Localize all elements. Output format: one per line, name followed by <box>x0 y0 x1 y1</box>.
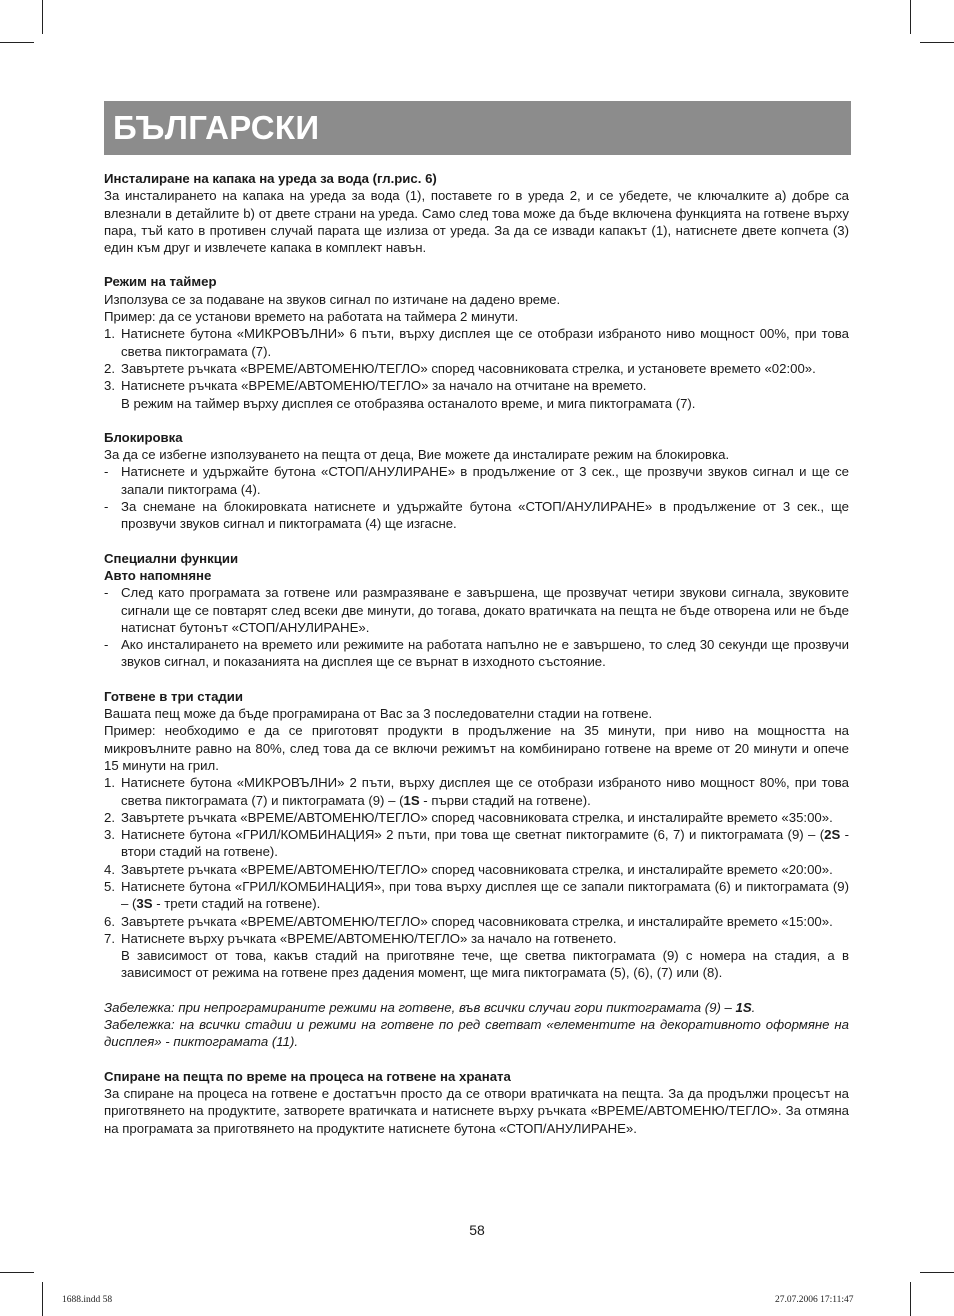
list-text: Завъртете ръчката «ВРЕМЕ/АВТОМЕНЮ/ТЕГЛО» според часовниковата стрелка, и установете времето «02:00». <box>121 360 816 376</box>
section-stop-oven <box>104 1068 849 1137</box>
list-item <box>104 878 849 913</box>
list-text <box>121 878 849 913</box>
list-item <box>104 930 849 947</box>
list-text: Натиснете бутона «МИКРОВЪЛНИ» 6 пъти, върху дисплея ще се отобрази избраното ниво мощност 00%, при това светва пиктограмата (7). <box>121 326 849 359</box>
stage-code: 1S <box>403 792 420 808</box>
list-marker: - <box>104 585 109 601</box>
section-heading: Инсталиране на капака на уреда за вода (гл.рис. 6) <box>104 171 437 186</box>
page-number: 58 <box>469 1222 485 1238</box>
section-timer <box>104 273 849 411</box>
section-lock <box>104 429 849 533</box>
crop-mark <box>0 42 34 43</box>
list-text: Натиснете и удържайте бутона «СТОП/АНУЛИРАНЕ» в продължение от 3 сек., ще прозвучи звуков сигнал и ще се запали пиктограма (4). <box>121 464 849 497</box>
section-water-lid <box>104 170 849 256</box>
list-marker: 7. <box>104 930 115 946</box>
list-item <box>104 826 849 861</box>
footer-timestamp: 27.07.2006 17:11:47 <box>775 1295 854 1305</box>
list-text: Натиснете ръчката «ВРЕМЕ/АВТОМЕНЮ/ТЕГЛО» за начало на отчитане на времето. <box>121 378 647 394</box>
list-marker: 2. <box>104 809 115 825</box>
crop-mark <box>910 1282 911 1316</box>
list-marker: 2. <box>104 360 115 376</box>
list-text <box>121 774 849 809</box>
section-heading: Блокировка <box>104 429 183 445</box>
list-item <box>104 774 849 809</box>
list-item <box>104 636 849 671</box>
paragraph: Пример: да се установи времето на работата на таймера 2 минути. <box>104 309 519 325</box>
crop-mark <box>910 0 911 34</box>
stage-code: 1S <box>735 999 752 1015</box>
list-item <box>104 377 849 394</box>
list-text: Завъртете ръчката «ВРЕМЕ/АВТОМЕНЮ/ТЕГЛО» според часовниковата стрелка, и инсталирайте времето «20:00». <box>121 861 833 877</box>
section-subheading: Авто напомняне <box>104 567 212 583</box>
section-notes <box>104 999 849 1051</box>
list-marker: 4. <box>104 861 115 877</box>
paragraph: Пример: необходимо е да се приготовят продукти в продължение на 35 минути, при ниво на мощността на микровълните равно на 80%, след това да се включи режимът на комбинирано готвене на време от 20 минути и опече 15 минути на грил. <box>104 723 849 773</box>
paragraph: Използува се за подаване на звуков сигнал по изтичане на дадено време. <box>104 291 561 307</box>
text-run: Забележка: при непрограмираните режими на готвене, във всички случаи гори пиктограмата (9) – <box>104 999 736 1015</box>
list-item <box>104 809 849 826</box>
list-text: Ако инсталирането на времето или режимите на работата напълно не е завършено, то след 30 секунди ще прозвучи звуков сигнал, и показанията на дисплея ще се върнат в изходното състояние. <box>121 637 849 670</box>
text-run: - втори стадий на готвене). <box>121 827 849 860</box>
paragraph: За инсталирането на капака на уреда за вода (1), поставете го в уреда 2, и се убедете, че ключалките а) добре са влезнали в детайлите b) от двете страни на уреда. Само след това може да бъде включена функцията на готвене върху пара, тъй като в противен случай парата ще излиза от уреда. За да се извади капакът (1), натиснете двете копчета (3) един към друг и извлечете капака в комплект навън. <box>104 188 849 256</box>
list-marker: - <box>104 637 109 653</box>
text-run: Натиснете бутона «ГРИЛ/КОМБИНАЦИЯ» 2 пъти, при това ще светнат пиктограмите (6, 7) и пиктограмата (9) – ( <box>121 827 825 843</box>
page-content <box>104 170 849 1154</box>
text-run: Натиснете бутона «МИКРОВЪЛНИ» 2 пъти, върху дисплея ще се отобрази избраното ниво мощност 80%, при това светва пиктограмата (7) и пиктограмата (9) – ( <box>121 775 849 808</box>
crop-mark <box>0 1272 34 1273</box>
section-heading: Специални функции <box>104 550 239 566</box>
list-item <box>104 584 849 636</box>
section-three-stage-cooking <box>104 688 849 982</box>
list-item <box>104 498 849 533</box>
text-run: . <box>751 999 756 1015</box>
list-subtext: В режим на таймер върху дисплея се отобразява останалото време, и мига пиктограмата (7). <box>121 395 696 411</box>
list-text: След като програмата за готвене или размразяване е завършена, ще прозвучат четири звукови сигнала, звуковите сигнали ще се повтарят след всеки две минути, до тогава, докато вратичката на пещта не бъде отворена или не бъде натиснат бутонът «СТОП/АНУЛИРАНЕ». <box>121 585 849 635</box>
stage-code: 3S <box>136 896 153 912</box>
list-marker: - <box>104 464 109 480</box>
text-run: - трети стадий на готвене). <box>152 896 321 912</box>
crop-mark <box>920 42 954 43</box>
list-marker: 3. <box>104 827 115 843</box>
list-marker: 1. <box>104 326 115 342</box>
section-heading: Готвене в три стадии <box>104 688 244 704</box>
text-run: Натиснете бутона «ГРИЛ/КОМБИНАЦИЯ», при това върху дисплея ще се запали пиктограмата (6) и пиктограмата (9) – ( <box>121 878 849 912</box>
language-banner <box>104 101 851 155</box>
list-text: За снемане на блокировката натиснете и удържайте бутона «СТОП/АНУЛИРАНЕ» в продължение от 3 сек., ще прозвучи звуков сигнал и пиктограмата (4) ще изгасне. <box>121 499 849 532</box>
section-special-functions <box>104 550 849 671</box>
note: Забележка: на всички стадии и режими на готвене по ред светват «елементите на декоративното оформяне на дисплея» - пиктограмата (11). <box>104 1017 849 1050</box>
crop-mark <box>42 0 43 34</box>
section-heading: Спиране на пещта по време на процеса на готвене на храната <box>104 1068 511 1084</box>
section-heading: Режим на таймер <box>104 274 217 290</box>
list-marker: 1. <box>104 775 115 791</box>
banner-title: БЪЛГАРСКИ <box>113 109 320 146</box>
list-item <box>104 913 849 930</box>
list-item <box>104 861 849 878</box>
crop-mark <box>42 1282 43 1316</box>
note <box>104 999 849 1016</box>
paragraph: За спиране на процеса на готвене е достатъчн просто да се отвори вратичката на пещта. За да продължи процесът на приготвянето на продуктите, затворете вратичката и натиснете върху ръчката «ВРЕМЕ/АВТОМЕНЮ/ТЕГЛО». За отмяна на програмата за приготвянето на продуктите натиснете бутона «СТОП/АНУЛИРАНЕ». <box>104 1085 849 1136</box>
list-item <box>104 325 849 360</box>
list-text: Завъртете ръчката «ВРЕМЕ/АВТОМЕНЮ/ТЕГЛО» според часовниковата стрелка, и инсталирайте времето «35:00». <box>121 809 833 825</box>
list-marker: 5. <box>104 878 115 894</box>
footer-file-info: 1688.indd 58 <box>62 1295 113 1305</box>
list-text <box>121 826 849 861</box>
list-marker: 6. <box>104 913 115 929</box>
list-text: Завъртете ръчката «ВРЕМЕ/АВТОМЕНЮ/ТЕГЛО» според часовниковата стрелка, и инсталирайте времето «15:00». <box>121 913 833 929</box>
list-marker: - <box>104 499 109 515</box>
list-item <box>104 463 849 498</box>
list-item <box>104 360 849 377</box>
paragraph: За да се избегне използуването на пещта от деца, Вие можете да инсталирате режим на блокировка. <box>104 447 730 463</box>
list-subtext: В зависимост от това, какъв стадий на приготвяне тече, ще светва пиктограмата (9) с номера на стадия, а в зависимост от режима на готвене през дадения момент, ще мига пиктограмата (5), (6), (7) или (8). <box>121 948 849 981</box>
crop-mark <box>920 1272 954 1273</box>
list-marker: 3. <box>104 378 115 394</box>
paragraph: Вашата пещ може да бъде програмирана от Вас за 3 последователни стадии на готвене. <box>104 706 653 722</box>
text-run: - първи стадий на готвене). <box>419 792 591 808</box>
stage-code: 2S <box>824 827 841 843</box>
list-text: Натиснете върху ръчката «ВРЕМЕ/АВТОМЕНЮ/ТЕГЛО» за начало на готвенето. <box>121 930 617 946</box>
